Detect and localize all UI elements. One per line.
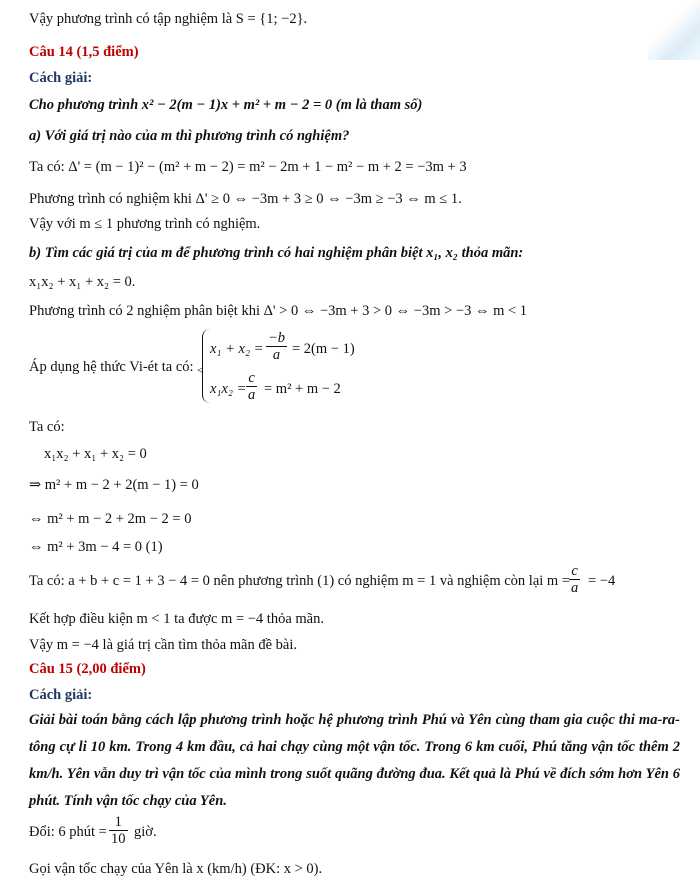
vieta-sum-numerator: −b <box>268 330 286 346</box>
conversion-unit: giờ. <box>134 824 157 840</box>
discriminant-line: Ta có: Δ' = (m − 1)² − (m² + m − 2) = m² − 2m + 1 − m² − m + 2 = −3m + 3 <box>29 159 467 175</box>
brace-point: < <box>197 363 204 377</box>
vieta-sum-result: = 2(m − 1) <box>292 341 355 357</box>
question-14-method-label: Cách giải: <box>29 70 93 86</box>
vieta-product-fraction <box>246 370 257 403</box>
coefficient-sum-line: Ta có: a + b + c = 1 + 3 − 4 = 0 nên phương trình (1) có nghiệm m = 1 và nghiệm còn lại m = <box>29 573 571 589</box>
step-4: ⇔ m² + 3m − 4 = 0 (1) <box>29 539 163 555</box>
question-15-method-label: Cách giải: <box>29 687 93 703</box>
question-14-part-b: b) Tìm các giá trị của m để phương trình có hai nghiệm phân biệt x₁, x₂ thỏa mãn: <box>29 245 524 261</box>
root-value: = −4 <box>588 573 616 589</box>
conclusion-b: Vậy m = −4 là giá trị cần tìm thỏa mãn đề bài. <box>29 637 298 653</box>
conversion-denominator: 10 <box>111 831 126 847</box>
step-2: ⇒ m² + m − 2 + 2(m − 1) = 0 <box>29 477 199 493</box>
step-3: ⇔ m² + m − 2 + 2m − 2 = 0 <box>29 511 192 527</box>
step-1: x₁x₂ + x₁ + x₂ = 0 <box>44 446 147 462</box>
solution-set-line: Vậy phương trình có tập nghiệm là S = {1; −2}. <box>29 11 308 27</box>
vieta-product-numerator: c <box>248 370 255 386</box>
distinct-roots-condition: Phương trình có 2 nghiệm phân biệt khi Δ' > 0 ⇔ −3m + 3 > 0 ⇔ −3m > −3 ⇔ m < 1 <box>29 303 528 319</box>
condition-equation: x₁x₂ + x₁ + x₂ = 0. <box>29 274 136 290</box>
root-fraction <box>569 563 580 596</box>
vieta-product-label: x₁x₂ = <box>210 381 247 397</box>
vieta-sum-label: x₁ + x₂ = <box>210 341 264 357</box>
root-fraction-numerator: c <box>571 563 578 579</box>
conclusion-a: Vậy với m ≤ 1 phương trình có nghiệm. <box>29 216 261 232</box>
condition-line: Phương trình có nghiệm khi Δ' ≥ 0 ⇔ −3m + 3 ≥ 0 ⇔ −3m ≥ −3 ⇔ m ≤ 1. <box>29 191 462 207</box>
vieta-product-denominator: a <box>248 387 256 403</box>
ta-co-label: Ta có: <box>29 419 65 435</box>
conversion-label: Đổi: 6 phút = <box>29 824 107 840</box>
question-14-part-a: a) Với giá trị nào của m thì phương trình có nghiệm? <box>29 128 350 144</box>
conversion-fraction <box>109 814 128 847</box>
combine-condition: Kết hợp điều kiện m < 1 ta được m = −4 thỏa mãn. <box>29 611 324 627</box>
conversion-numerator: 1 <box>114 814 122 830</box>
root-fraction-denominator: a <box>571 580 579 596</box>
variable-definition: Gọi vận tốc chạy của Yên là x (km/h) (ĐK: x > 0). <box>29 861 323 877</box>
question-15-problem: Giải bài toán bằng cách lập phương trình hoặc hệ phương trình Phú và Yên cùng tham gia cuộc thi ma-ra-tông cự li 10 km. Trong 4 km đầu, cả hai chạy cùng một vận tốc. Trong 6 km cuối, Phú tăng vận tốc thêm 2 km/h. Yên vẫn duy trì vận tốc của mình trong suốt quãng đường đua. Kết quả là Phú về đích sớm hơn Yên 6 phút. Tính vận tốc chạy của Yên. <box>29 712 680 809</box>
vieta-product-result: = m² + m − 2 <box>264 381 341 397</box>
vieta-sum-fraction <box>266 330 287 363</box>
question-14-given: Cho phương trình x² − 2(m − 1)x + m² + m − 2 = 0 (m là tham số) <box>29 97 423 113</box>
question-14-heading: Câu 14 (1,5 điểm) <box>29 44 139 60</box>
vieta-sum-denominator: a <box>266 346 287 363</box>
question-15-heading: Câu 15 (2,00 điểm) <box>29 661 146 677</box>
vieta-intro: Áp dụng hệ thức Vi-ét ta có: <box>29 359 194 375</box>
